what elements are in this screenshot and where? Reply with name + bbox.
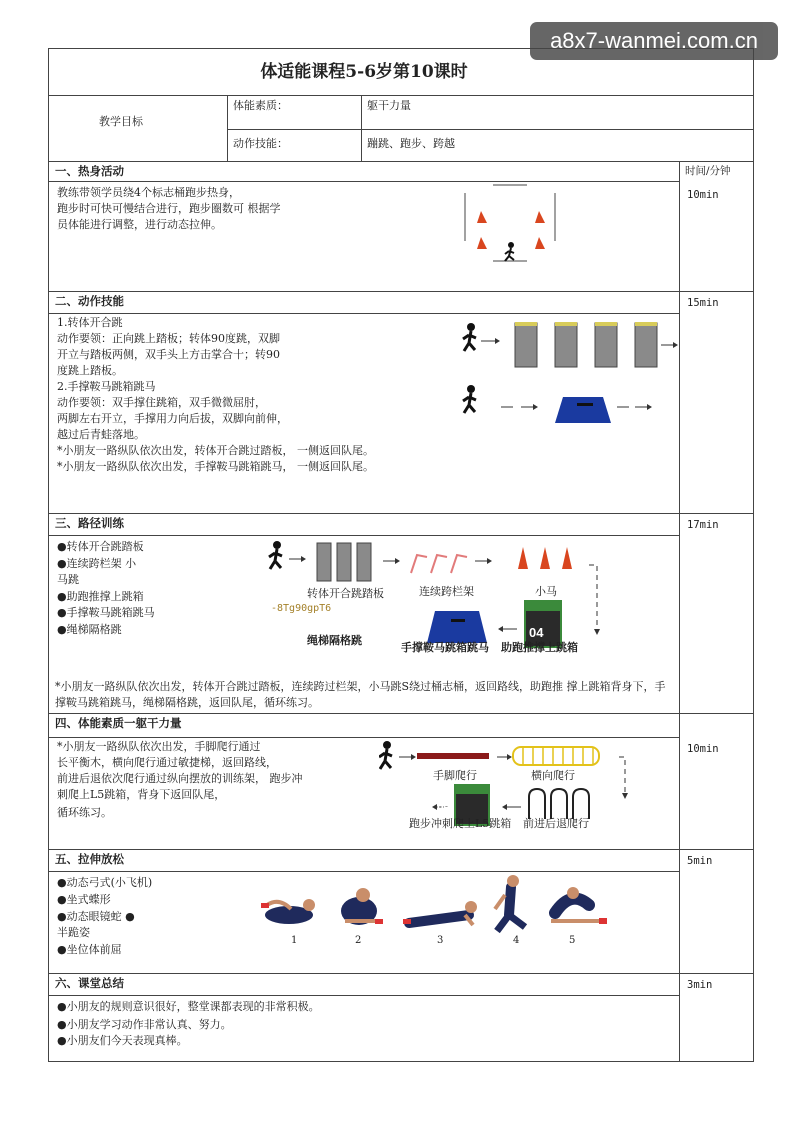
pose-3-icon (403, 901, 477, 925)
stretch-bullet: ●坐位体前屈 (57, 943, 122, 956)
diagram-label: 转体开合跳踏板 (307, 587, 384, 600)
path-bullet: ●绳梯隔格跳 (57, 623, 122, 636)
core-line: 长平衡木，横向爬行通过敏捷梯，返回路线， (57, 756, 277, 769)
step-board-icon (555, 323, 577, 367)
diagram-label: 连续跨栏架 (419, 585, 474, 598)
time-header: 时间/分钟 (685, 165, 731, 177)
path-note-line: 撑鞍马跳箱跳马，绳梯隔格跳，返回队尾，循环练习。 (55, 696, 319, 709)
step-board-icon (635, 323, 657, 367)
agility-ladder-icon (513, 747, 599, 765)
path-bullet: 马跳 (57, 573, 79, 586)
skills-line: 动作要领：双手撑住跳箱，双手微微屈肘， (57, 396, 266, 409)
warmup-line: 教练带领学员绕4个标志桶跑步热身， (57, 186, 240, 199)
skills-line: *小朋友一路纵队依次出发，转体开合跳过踏板， 一侧返回队尾。 (57, 444, 374, 457)
path-bullet: ●连续跨栏架 小 (57, 557, 137, 570)
step-board-icon (595, 323, 617, 367)
core-line: 刺爬上L5跳箱，背身下返回队尾， (57, 788, 226, 801)
watermark: a8x7-wanmei.com.cn (530, 22, 778, 60)
diagram-label: 跑步冲刺爬上L5跳箱 (409, 817, 512, 830)
skill-value: 蹦跳、跑步、跨越 (367, 137, 455, 150)
diagram-label: 小马 (535, 585, 557, 598)
summary-bullet: ●小朋友的规则意识很好，整堂课都表现的非常积极。 (57, 1000, 320, 1013)
stretch-bullet: 半跪姿 (57, 926, 90, 939)
fitness-label: 体能素质： (233, 99, 288, 112)
pose-4-icon (495, 875, 525, 931)
section-title-skills: 二、动作技能 (55, 294, 124, 308)
warmup-line: 跑步时可快可慢结合进行，跑步圈数可 根据学 (57, 202, 281, 215)
summary-bullet: ●小朋友们今天表现真棒。 (57, 1034, 188, 1047)
section-title-path: 三、路径训练 (55, 516, 124, 530)
fitness-value: 躯干力量 (367, 99, 411, 112)
core-line: 循环练习。 (57, 806, 112, 819)
pose-number: 5 (569, 935, 576, 946)
page-title: 体适能课程5-6岁第10课时 (260, 62, 468, 82)
pose-number: 4 (513, 935, 520, 946)
diagram-label: 手撑鞍马跳箱跳马 (401, 641, 489, 654)
section-time-warmup: 10min (687, 189, 719, 201)
skills-line: 开立与踏板两侧，双手头上方击掌合十；转90 (57, 348, 280, 361)
warmup-line: 员体能进行调整，进行动态拉伸。 (57, 218, 222, 231)
pose-2-icon (341, 888, 383, 925)
stretch-poses-image (259, 875, 609, 951)
stretch-bullet: ●动态弓式(小飞机) (57, 876, 153, 889)
cone-icon (535, 211, 545, 223)
vault-box-icon (555, 397, 611, 423)
runner-icon (508, 242, 514, 248)
runner-icon (467, 323, 475, 331)
pose-number: 2 (355, 935, 362, 946)
skills-diagram (459, 319, 681, 429)
pose-1-icon (261, 899, 315, 924)
diagram-label: -8Tg90gpT6 (271, 603, 332, 614)
skills-line: 两脚左右开立，手撑用力向后拔，双脚向前伸， (57, 412, 288, 425)
skills-line: *小朋友一路纵队依次出发，手撑鞍马跳箱跳马， 一侧返回队尾。 (57, 460, 374, 473)
skills-line: 2.手撑鞍马跳箱跳马 (57, 380, 156, 393)
diagram-label: 前进后退爬行 (523, 817, 589, 830)
section-title-warmup: 一、热身活动 (55, 164, 124, 178)
runner-icon (467, 385, 475, 393)
step-board-icon (515, 323, 537, 367)
section-time-skills: 15min (687, 297, 719, 309)
skills-line: 越过后青蛙落地。 (57, 428, 145, 441)
step-board-icon (317, 543, 331, 581)
cone-icon (477, 237, 487, 249)
path-note-line: *小朋友一路纵队依次出发，转体开合跳过踏板，连续跨过栏架，小马跳S绕过桶志桶，返回路线，助跑推 撑上跳箱背身下，手 (55, 680, 666, 693)
path-bullet: ●手撑鞍马跳箱跳马 (57, 606, 155, 619)
core-line: *小朋友一路纵队依次出发，手脚爬行通过 (57, 740, 261, 753)
box-number: 04 (437, 799, 451, 813)
summary-bullet: ●小朋友学习动作非常认真、努力。 (57, 1018, 232, 1031)
hurdle-icon (411, 555, 467, 573)
cone-icon (477, 211, 487, 223)
step-board-icon (337, 543, 351, 581)
skill-label: 动作技能： (233, 137, 288, 150)
section-time-core: 10min (687, 743, 719, 755)
diagram-label: 绳梯隔格跳 (307, 634, 362, 647)
box-number: 04 (529, 625, 544, 640)
lesson-plan-sheet (48, 48, 754, 1062)
cone-icon (518, 547, 528, 569)
runner-icon (273, 541, 281, 549)
cone-icon (540, 547, 550, 569)
section-title-summary: 六、课堂总结 (55, 976, 124, 990)
pose-number: 1 (291, 935, 298, 946)
cone-icon (535, 237, 545, 249)
runner-icon (383, 741, 391, 749)
path-bullet: ●助跑推撑上跳箱 (57, 590, 144, 603)
stretch-bullet: ●动态眼镜蛇 ● (57, 910, 135, 923)
skills-line: 动作要领：正向跳上踏板；转体90度跳，双脚 (57, 332, 280, 345)
warmup-cone-diagram (457, 183, 567, 269)
diagram-label: 助跑推撑上跳箱 (501, 641, 578, 654)
balance-beam-icon (417, 753, 489, 759)
cone-icon (562, 547, 572, 569)
section-title-core: 四、体能素质一躯干力量 (55, 716, 182, 730)
step-board-icon (357, 543, 371, 581)
skills-line: 度跳上踏板。 (57, 364, 123, 377)
core-line: 前进后退依次爬行通过纵向摆放的训练架， 跑步冲 (57, 772, 303, 785)
path-bullet: ●转体开合跳踏板 (57, 540, 144, 553)
pose-number: 3 (437, 935, 444, 946)
skills-line: 1.转体开合跳 (57, 316, 123, 329)
section-title-stretch: 五、拉伸放松 (55, 852, 124, 866)
diagram-label: 手脚爬行 (433, 769, 477, 782)
section-time-stretch: 5min (687, 855, 713, 867)
goals-label: 教学目标 (99, 115, 143, 128)
section-time-path: 17min (687, 519, 719, 531)
stretch-bullet: ●坐式蝶形 (57, 893, 111, 906)
diagram-label: 横向爬行 (531, 769, 575, 782)
section-time-summary: 3min (687, 979, 713, 991)
pose-5-icon (551, 887, 607, 924)
